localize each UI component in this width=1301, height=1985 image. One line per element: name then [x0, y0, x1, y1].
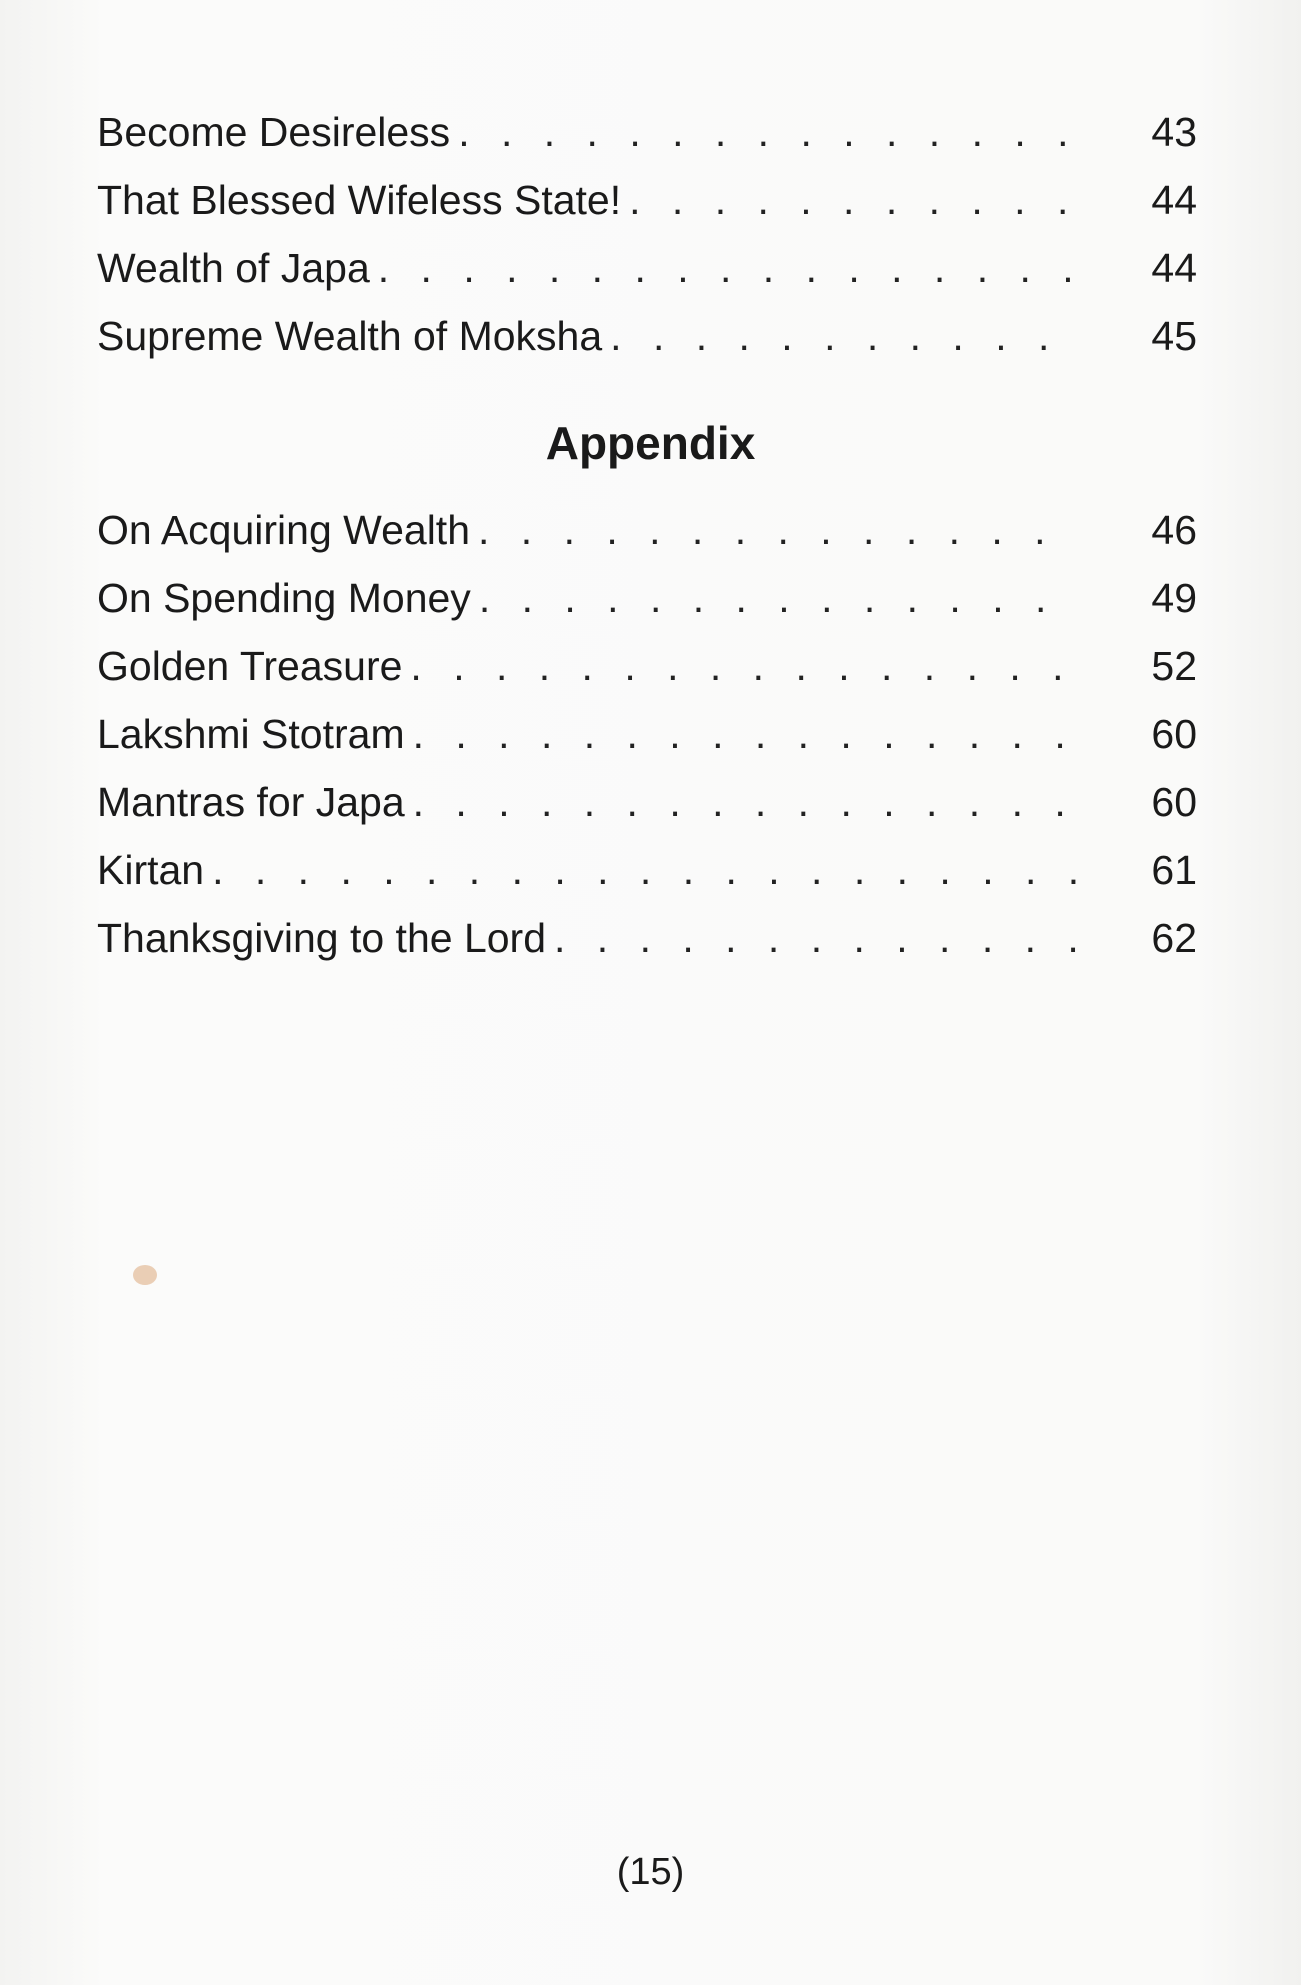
toc-entry-title: That Blessed Wifeless State!	[97, 177, 622, 223]
toc-entry-page: 44	[1151, 177, 1197, 223]
toc-dot-leader	[411, 700, 1077, 768]
toc-entry-page: 61	[1151, 847, 1197, 893]
toc-entry	[97, 166, 1197, 234]
page-number: (15)	[616, 1851, 685, 1893]
toc-dot-leader	[552, 904, 1077, 972]
toc-dot-leader	[627, 166, 1077, 234]
paper-stain	[133, 1265, 157, 1285]
toc-entry	[97, 904, 1197, 972]
toc-dot-leader	[456, 98, 1077, 166]
section-heading-appendix: Appendix	[545, 417, 756, 469]
toc-entry-title: Become Desireless	[97, 109, 451, 155]
toc-entry-title: Thanksgiving to the Lord	[97, 915, 546, 961]
toc-list-main	[97, 98, 1197, 370]
toc-entry-page: 44	[1151, 245, 1197, 291]
toc-entry-page: 49	[1151, 575, 1197, 621]
toc-dot-leader	[476, 496, 1077, 564]
toc-entry-page: 52	[1151, 643, 1197, 689]
toc-entry	[97, 768, 1197, 836]
toc-entry-title: On Acquiring Wealth	[97, 507, 471, 553]
toc-entry-page: 45	[1151, 313, 1197, 359]
toc-entry-title: Supreme Wealth of Moksha	[97, 313, 603, 359]
toc-entry-page: 62	[1151, 915, 1197, 961]
toc-entry	[97, 234, 1197, 302]
toc-entry-title: Wealth of Japa	[97, 245, 370, 291]
toc-entry-page: 60	[1151, 711, 1197, 757]
toc-entry	[97, 496, 1197, 564]
toc-entry-page: 43	[1151, 109, 1197, 155]
toc-entry-title: On Spending Money	[97, 575, 471, 621]
toc-entry	[97, 302, 1197, 370]
toc-dot-leader	[376, 234, 1077, 302]
toc-entry-title: Mantras for Japa	[97, 779, 405, 825]
toc-entry	[97, 98, 1197, 166]
toc-entry	[97, 564, 1197, 632]
toc-entry-title: Kirtan	[97, 847, 205, 893]
toc-entry-title: Lakshmi Stotram	[97, 711, 405, 757]
toc-dot-leader	[411, 768, 1077, 836]
toc-entry	[97, 632, 1197, 700]
toc-list-appendix	[97, 496, 1197, 972]
toc-entry	[97, 700, 1197, 768]
toc-dot-leader	[477, 564, 1077, 632]
toc-entry-title: Golden Treasure	[97, 643, 403, 689]
toc-dot-leader	[608, 302, 1077, 370]
toc-entry-page: 46	[1151, 507, 1197, 553]
toc-dot-leader	[408, 632, 1077, 700]
toc-dot-leader	[210, 836, 1077, 904]
toc-entry-page: 60	[1151, 779, 1197, 825]
toc-entry	[97, 836, 1197, 904]
